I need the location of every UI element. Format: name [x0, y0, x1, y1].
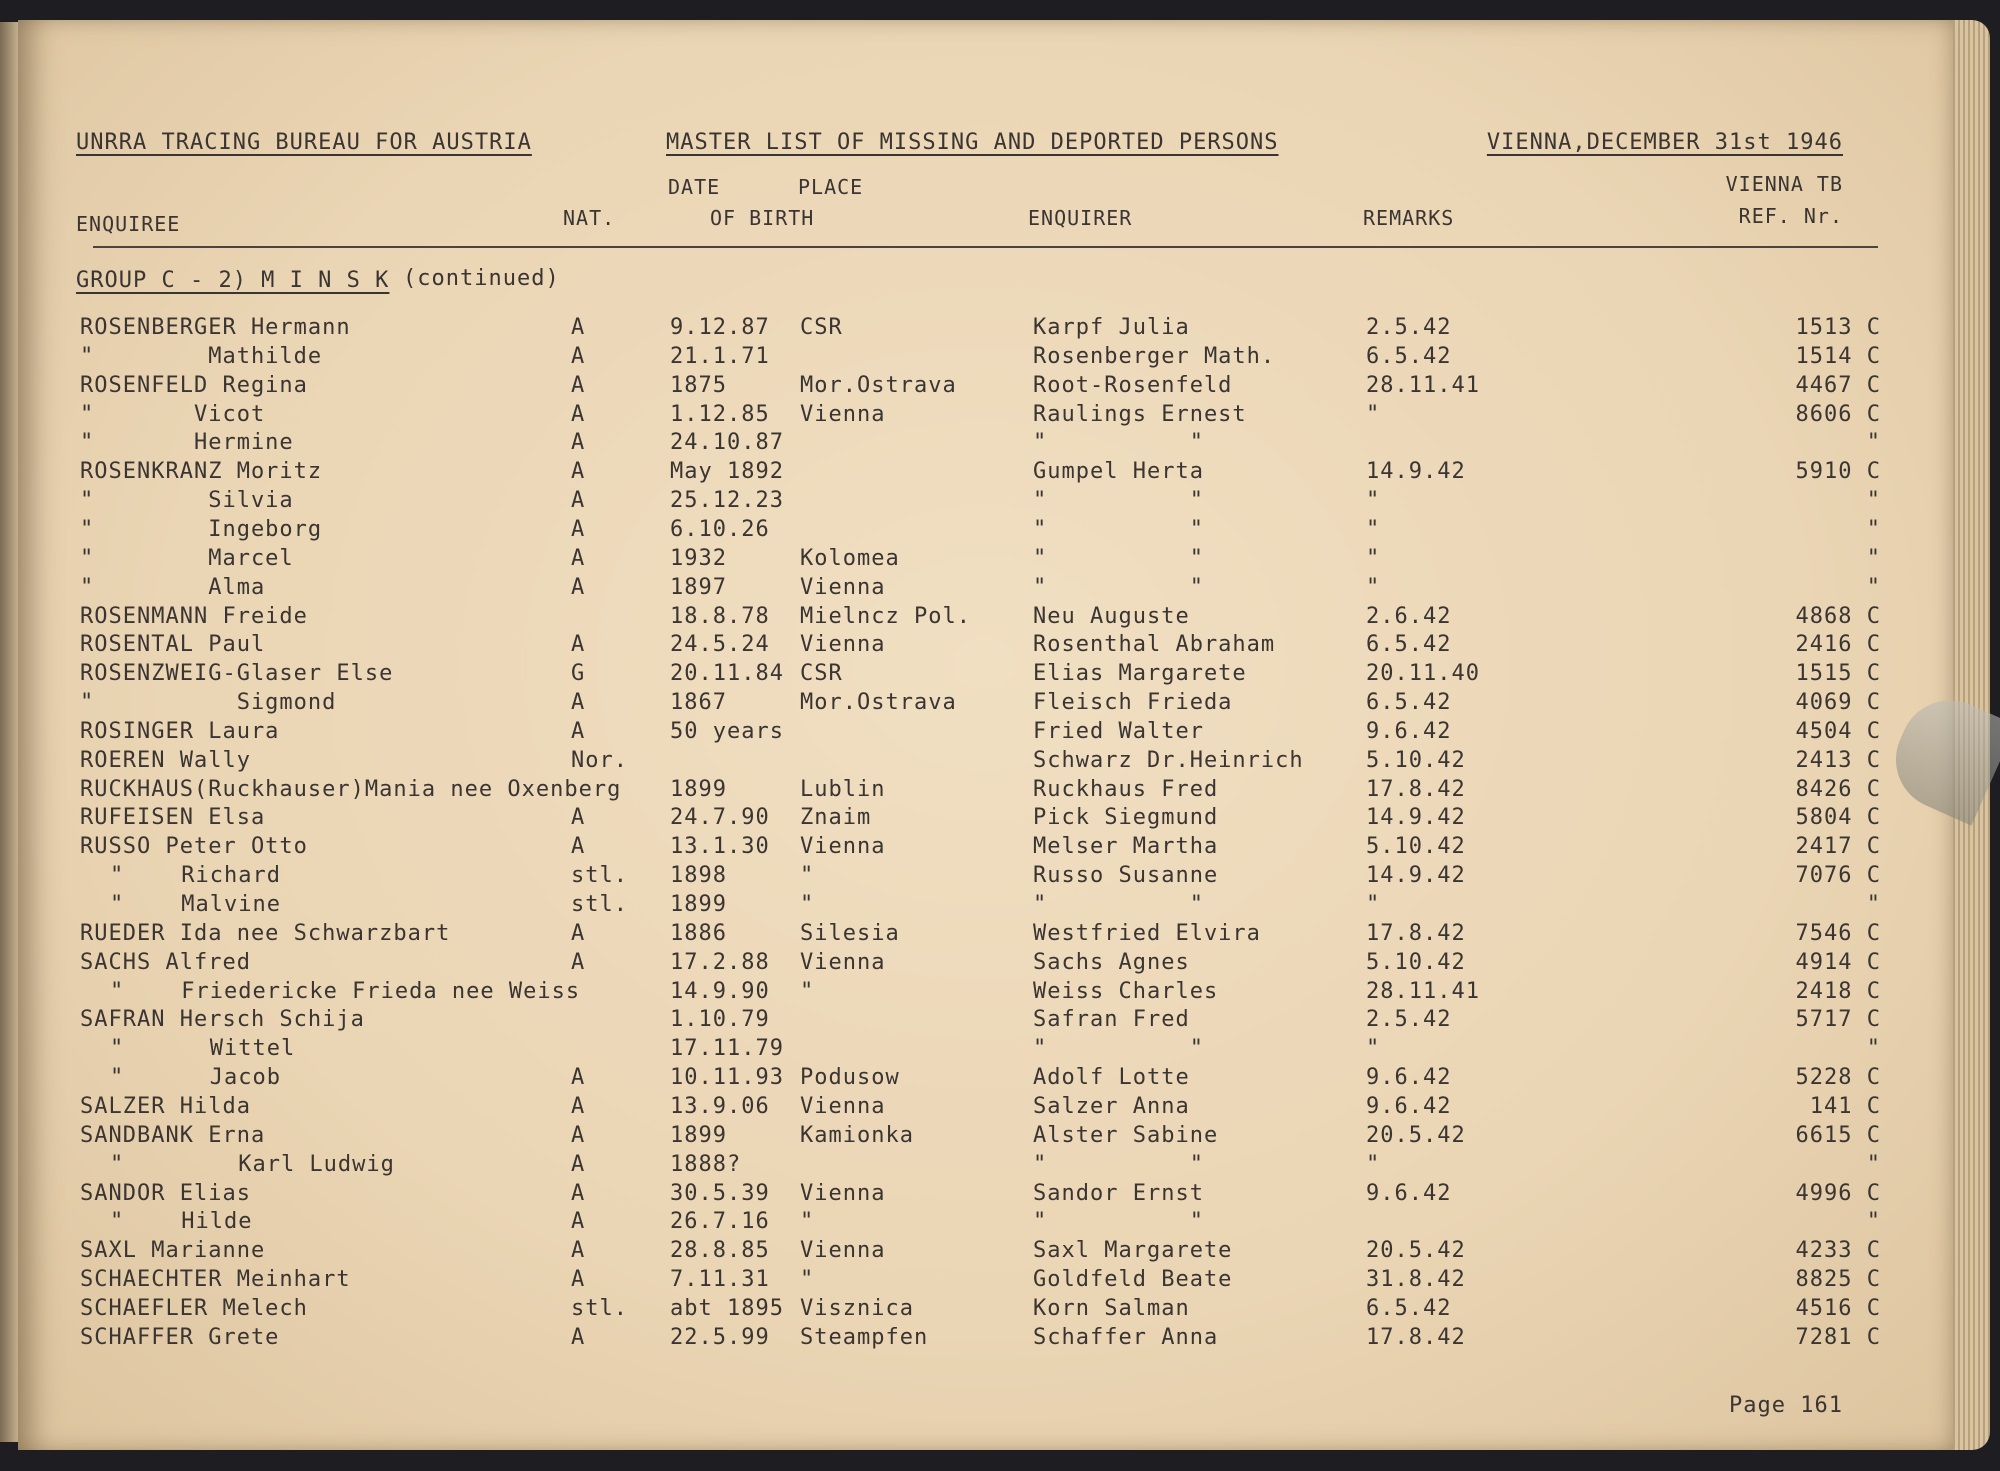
nationality: A	[571, 690, 586, 716]
table-row	[18, 1152, 1953, 1181]
remarks: "	[1366, 401, 1381, 427]
remarks: 31.8.42	[1366, 1267, 1466, 1293]
enquirer-name: Alster Sabine	[1033, 1122, 1219, 1148]
remarks: 6.5.42	[1366, 632, 1452, 658]
date-of-birth: 20.11.84	[670, 661, 784, 687]
place-of-birth: Vienna	[800, 632, 886, 658]
reference-number: 4868 C	[1795, 603, 1881, 629]
reference-number: 2413 C	[1795, 747, 1881, 773]
table-row	[18, 1065, 1953, 1094]
enquiree-name: " Sigmond	[80, 690, 337, 716]
nationality: A	[571, 1093, 586, 1119]
date-of-birth: 1.12.85	[670, 401, 770, 427]
place-of-birth: Vienna	[800, 949, 886, 975]
enquirer-name: Ruckhaus Fred	[1033, 776, 1219, 802]
col-of-birth: OF BIRTH	[710, 206, 815, 230]
nationality: A	[571, 1151, 586, 1177]
date-of-birth: 24.7.90	[670, 805, 770, 831]
date-of-birth: 17.2.88	[670, 949, 770, 975]
date-of-birth: 50 years	[670, 718, 784, 744]
nationality: A	[571, 834, 586, 860]
enquirer-name: Raulings Ernest	[1033, 401, 1247, 427]
reference-number: 5910 C	[1795, 459, 1881, 485]
reference-number: 141 C	[1809, 1093, 1881, 1119]
remarks: 28.11.41	[1366, 372, 1480, 398]
table-row	[18, 604, 1953, 633]
table-row	[18, 1325, 1953, 1354]
place-of-birth: Vienna	[800, 574, 886, 600]
remarks: "	[1366, 545, 1381, 571]
table-row	[18, 979, 1953, 1008]
enquirer-name: Karpf Julia	[1033, 315, 1190, 340]
date-of-birth: 24.5.24	[670, 632, 770, 658]
header-title: MASTER LIST OF MISSING AND DEPORTED PERSONS	[666, 130, 1279, 155]
nationality: A	[571, 718, 586, 744]
date-of-birth: 1899	[670, 1122, 727, 1148]
nationality: A	[571, 1238, 586, 1264]
enquiree-name: " Marcel	[80, 545, 294, 571]
table-row	[18, 488, 1953, 517]
enquiree-name: ROSENBERGER Hermann	[80, 315, 351, 340]
enquiree-name: " Wittel	[110, 1036, 296, 1062]
remarks: 5.10.42	[1366, 834, 1466, 860]
table-row	[18, 402, 1953, 431]
nationality: A	[571, 1324, 586, 1350]
enquiree-name: RUSSO Peter Otto	[80, 834, 308, 860]
enquiree-name: ROSENMANN Freide	[80, 603, 308, 629]
remarks: "	[1366, 892, 1381, 917]
date-of-birth: 1899	[670, 776, 727, 802]
reference-number: "	[1866, 488, 1881, 514]
remarks: "	[1366, 516, 1381, 542]
date-of-birth: 1886	[670, 920, 727, 946]
enquiree-name: " Hermine	[80, 430, 294, 456]
reference-number: 7281 C	[1795, 1324, 1881, 1350]
place-of-birth: Znaim	[800, 805, 872, 831]
remarks: 6.5.42	[1366, 343, 1452, 369]
remarks: 2.5.42	[1366, 315, 1452, 340]
table-row	[18, 661, 1953, 690]
place-of-birth: "	[800, 1209, 815, 1235]
enquiree-name: ROSENZWEIG-Glaser Else	[80, 661, 394, 687]
remarks: 9.6.42	[1366, 1093, 1452, 1119]
remarks: 20.5.42	[1366, 1122, 1466, 1148]
date-of-birth: 17.11.79	[670, 1036, 784, 1062]
date-of-birth: 1898	[670, 863, 727, 889]
table-row	[18, 517, 1953, 546]
date-of-birth: 13.9.06	[670, 1093, 770, 1119]
remarks: 14.9.42	[1366, 863, 1466, 889]
date-of-birth: 1897	[670, 574, 727, 600]
remarks: 20.5.42	[1366, 1238, 1466, 1264]
enquirer-name: Sachs Agnes	[1033, 949, 1190, 975]
enquirer-name: " "	[1033, 574, 1204, 600]
date-of-birth: 24.10.87	[670, 430, 784, 456]
nationality: stl.	[571, 1295, 628, 1321]
nationality: A	[571, 1267, 586, 1293]
date-of-birth: 1899	[670, 892, 727, 917]
remarks: "	[1366, 1036, 1381, 1062]
place-of-birth: Vienna	[800, 401, 886, 427]
remarks: 5.10.42	[1366, 747, 1466, 773]
enquirer-name: " "	[1033, 1209, 1204, 1235]
reference-number: 8825 C	[1795, 1267, 1881, 1293]
nationality: Nor.	[571, 747, 628, 773]
place-of-birth: Vienna	[800, 1238, 886, 1264]
reference-number: 5228 C	[1795, 1065, 1881, 1091]
reference-number: "	[1866, 1151, 1881, 1177]
nationality: A	[571, 488, 586, 514]
place-of-birth: Lublin	[800, 776, 886, 802]
enquiree-name: " Friedericke Frieda nee Weiss	[110, 978, 581, 1004]
enquirer-name: Rosenberger Math.	[1033, 343, 1276, 369]
table-row	[18, 344, 1953, 373]
table-row	[18, 950, 1953, 979]
enquiree-name: RUFEISEN Elsa	[80, 805, 266, 831]
enquirer-name: Weiss Charles	[1033, 978, 1219, 1004]
nationality: A	[571, 632, 586, 658]
place-of-birth: "	[800, 863, 815, 889]
col-ref-label-top: VIENNA TB	[1725, 172, 1843, 196]
table-row	[18, 892, 1953, 921]
table-row	[18, 1267, 1953, 1296]
header-date: VIENNA,DECEMBER 31st 1946	[1486, 130, 1843, 155]
enquirer-name: " "	[1033, 1036, 1204, 1062]
enquiree-name: " Karl Ludwig	[110, 1151, 395, 1177]
enquirer-name: " "	[1033, 516, 1204, 542]
reference-number: 4914 C	[1795, 949, 1881, 975]
enquirer-name: Salzer Anna	[1033, 1093, 1190, 1119]
table-row	[18, 315, 1953, 344]
enquiree-name: ROSENTAL Paul	[80, 632, 266, 658]
date-of-birth: 10.11.93	[670, 1065, 784, 1091]
enquirer-name: Fried Walter	[1033, 718, 1204, 744]
enquiree-name: ROEREN Wally	[80, 747, 251, 773]
remarks: 9.6.42	[1366, 718, 1452, 744]
enquiree-name: " Jacob	[110, 1065, 281, 1091]
nationality: A	[571, 343, 586, 369]
reference-number: 4996 C	[1795, 1180, 1881, 1206]
date-of-birth: 18.8.78	[670, 603, 770, 629]
enquirer-name: " "	[1033, 488, 1204, 514]
nationality: A	[571, 805, 586, 831]
place-of-birth: Mor.Ostrava	[800, 372, 957, 398]
remarks: "	[1366, 488, 1381, 514]
table-row	[18, 1123, 1953, 1152]
col-remarks: REMARKS	[1363, 206, 1455, 230]
date-of-birth: 1.10.79	[670, 1007, 770, 1033]
reference-number: 2418 C	[1795, 978, 1881, 1004]
enquirer-name: Neu Auguste	[1033, 603, 1190, 629]
enquiree-name: SACHS Alfred	[80, 949, 251, 975]
table-row	[18, 921, 1953, 950]
enquirer-name: Gumpel Herta	[1033, 459, 1204, 485]
reference-number: "	[1866, 1209, 1881, 1235]
remarks: 20.11.40	[1366, 661, 1480, 687]
nationality: A	[571, 920, 586, 946]
reference-number: 2416 C	[1795, 632, 1881, 658]
nationality: A	[571, 574, 586, 600]
remarks: "	[1366, 574, 1381, 600]
table-row	[18, 1209, 1953, 1238]
table-row	[18, 834, 1953, 863]
date-of-birth: 7.11.31	[670, 1267, 770, 1293]
nationality: A	[571, 1065, 586, 1091]
enquirer-name: " "	[1033, 545, 1204, 571]
remarks: 17.8.42	[1366, 920, 1466, 946]
page-number: Page 161	[1729, 1393, 1843, 1418]
header-bureau: UNRRA TRACING BUREAU FOR AUSTRIA	[76, 130, 532, 155]
reference-number: 5804 C	[1795, 805, 1881, 831]
nationality: A	[571, 949, 586, 975]
date-of-birth: 1932	[670, 545, 727, 571]
col-enquirer: ENQUIRER	[1028, 206, 1133, 230]
enquiree-name: SANDBANK Erna	[80, 1122, 266, 1148]
table-row	[18, 690, 1953, 719]
table-row	[18, 632, 1953, 661]
remarks: 2.5.42	[1366, 1007, 1452, 1033]
enquiree-name: RUCKHAUS(Ruckhauser)Mania nee Oxenberg	[80, 776, 622, 802]
date-of-birth: 14.9.90	[670, 978, 770, 1004]
table-row	[18, 575, 1953, 604]
table-row	[18, 719, 1953, 748]
place-of-birth: Kolomea	[800, 545, 900, 571]
nationality: A	[571, 1180, 586, 1206]
reference-number: 6615 C	[1795, 1122, 1881, 1148]
reference-number: "	[1866, 545, 1881, 571]
enquiree-name: SAXL Marianne	[80, 1238, 266, 1264]
place-of-birth: CSR	[800, 315, 843, 340]
col-nat: NAT.	[563, 206, 616, 230]
table-row	[18, 805, 1953, 834]
remarks: 28.11.41	[1366, 978, 1480, 1004]
enquiree-name: " Mathilde	[80, 343, 323, 369]
date-of-birth: 13.1.30	[670, 834, 770, 860]
table-row	[18, 1036, 1953, 1065]
place-of-birth: Kamionka	[800, 1122, 914, 1148]
enquirer-name: Westfried Elvira	[1033, 920, 1261, 946]
enquirer-name: Root-Rosenfeld	[1033, 372, 1233, 398]
reference-number: "	[1866, 1036, 1881, 1062]
place-of-birth: Visznica	[800, 1295, 914, 1321]
date-of-birth: 1888?	[670, 1151, 742, 1177]
nationality: A	[571, 459, 586, 485]
enquirer-name: " "	[1033, 892, 1204, 917]
remarks: "	[1366, 1151, 1381, 1177]
enquirer-name: Schaffer Anna	[1033, 1324, 1219, 1350]
table-row	[18, 459, 1953, 488]
col-ref-label: REF. Nr.	[1738, 204, 1843, 228]
table-row	[18, 1296, 1953, 1325]
reference-number: 1514 C	[1795, 343, 1881, 369]
enquiree-name: " Malvine	[110, 892, 281, 917]
table-row	[18, 1238, 1953, 1267]
enquirer-name: Adolf Lotte	[1033, 1065, 1190, 1091]
reference-number: 4467 C	[1795, 372, 1881, 398]
reference-number: 8606 C	[1795, 401, 1881, 427]
place-of-birth: "	[800, 1267, 815, 1293]
table-row	[18, 1007, 1953, 1036]
nationality: A	[571, 1122, 586, 1148]
enquiree-name: SCHAEFLER Melech	[80, 1295, 308, 1321]
enquiree-name: " Richard	[110, 863, 281, 889]
enquiree-name: SAFRAN Hersch Schija	[80, 1007, 365, 1033]
nationality: G	[571, 661, 586, 687]
place-of-birth: Podusow	[800, 1065, 900, 1091]
date-of-birth: 28.8.85	[670, 1238, 770, 1264]
reference-number: "	[1866, 430, 1881, 456]
place-of-birth: "	[800, 978, 815, 1004]
remarks: 5.10.42	[1366, 949, 1466, 975]
reference-number: 4504 C	[1795, 718, 1881, 744]
reference-number: "	[1866, 892, 1881, 917]
remarks: 17.8.42	[1366, 1324, 1466, 1350]
remarks: 9.6.42	[1366, 1180, 1452, 1206]
table-row	[18, 863, 1953, 892]
enquirer-name: " "	[1033, 1151, 1204, 1177]
enquiree-name: SALZER Hilda	[80, 1093, 251, 1119]
place-of-birth: Mor.Ostrava	[800, 690, 957, 716]
nationality: stl.	[571, 863, 628, 889]
date-of-birth: 1875	[670, 372, 727, 398]
reference-number: 4516 C	[1795, 1295, 1881, 1321]
reference-number: 5717 C	[1795, 1007, 1881, 1033]
table-row	[18, 1094, 1953, 1123]
place-of-birth: "	[800, 892, 815, 917]
enquiree-name: " Silvia	[80, 488, 294, 514]
col-enquiree: ENQUIREE	[76, 212, 181, 236]
nationality: A	[571, 430, 586, 456]
enquiree-name: " Hilde	[110, 1209, 253, 1235]
place-of-birth: Vienna	[800, 834, 886, 860]
enquirer-name: Safran Fred	[1033, 1007, 1190, 1033]
date-of-birth: 25.12.23	[670, 488, 784, 514]
date-of-birth: 1867	[670, 690, 727, 716]
date-of-birth: 26.7.16	[670, 1209, 770, 1235]
table-row	[18, 373, 1953, 402]
enquiree-name: ROSINGER Laura	[80, 718, 280, 744]
date-of-birth: 6.10.26	[670, 516, 770, 542]
place-of-birth: Steampfen	[800, 1324, 929, 1350]
enquirer-name: " "	[1033, 430, 1204, 456]
remarks: 14.9.42	[1366, 805, 1466, 831]
table-row	[18, 546, 1953, 575]
enquiree-name: " Vicot	[80, 401, 266, 427]
enquirer-name: Russo Susanne	[1033, 863, 1219, 889]
enquiree-name: SANDOR Elias	[80, 1180, 251, 1206]
table-row	[18, 430, 1953, 459]
date-of-birth: abt 1895	[670, 1295, 784, 1321]
enquirer-name: Saxl Margarete	[1033, 1238, 1233, 1264]
enquiree-name: ROSENKRANZ Moritz	[80, 459, 323, 485]
enquirer-name: Korn Salman	[1033, 1295, 1190, 1321]
reference-number: 1515 C	[1795, 661, 1881, 687]
nationality: A	[571, 545, 586, 571]
date-of-birth: 21.1.71	[670, 343, 770, 369]
reference-number: 4069 C	[1795, 690, 1881, 716]
ledger-page	[18, 20, 1953, 1450]
enquiree-name: " Ingeborg	[80, 516, 323, 542]
table-row	[18, 777, 1953, 806]
remarks: 6.5.42	[1366, 690, 1452, 716]
enquirer-name: Elias Margarete	[1033, 661, 1247, 687]
col-place-label: PLACE	[798, 175, 864, 199]
col-date-label: DATE	[668, 175, 721, 199]
date-of-birth: May 1892	[670, 459, 784, 485]
reference-number: 4233 C	[1795, 1238, 1881, 1264]
place-of-birth: CSR	[800, 661, 843, 687]
remarks: 14.9.42	[1366, 459, 1466, 485]
reference-number: 8426 C	[1795, 776, 1881, 802]
remarks: 2.6.42	[1366, 603, 1452, 629]
enquirer-name: Sandor Ernst	[1033, 1180, 1204, 1206]
reference-number: "	[1866, 574, 1881, 600]
enquiree-name: SCHAFFER Grete	[80, 1324, 280, 1350]
enquirer-name: Pick Siegmund	[1033, 805, 1219, 831]
enquiree-name: ROSENFELD Regina	[80, 372, 308, 398]
table-row	[18, 1181, 1953, 1210]
enquiree-name: SCHAECHTER Meinhart	[80, 1267, 351, 1293]
place-of-birth: Mielncz Pol.	[800, 603, 971, 629]
enquiree-name: RUEDER Ida nee Schwarzbart	[80, 920, 451, 946]
place-of-birth: Silesia	[800, 920, 900, 946]
enquirer-name: Goldfeld Beate	[1033, 1267, 1233, 1293]
reference-number: 2417 C	[1795, 834, 1881, 860]
reference-number: 7546 C	[1795, 920, 1881, 946]
nationality: A	[571, 401, 586, 427]
reference-number: 1513 C	[1795, 315, 1881, 340]
header-rule	[93, 246, 1878, 248]
reference-number: "	[1866, 516, 1881, 542]
place-of-birth: Vienna	[800, 1180, 886, 1206]
nationality: A	[571, 315, 586, 340]
nationality: A	[571, 372, 586, 398]
date-of-birth: 22.5.99	[670, 1324, 770, 1350]
enquirer-name: Fleisch Frieda	[1033, 690, 1233, 716]
reference-number: 7076 C	[1795, 863, 1881, 889]
date-of-birth: 9.12.87	[670, 315, 770, 340]
nationality: A	[571, 516, 586, 542]
enquiree-name: " Alma	[80, 574, 266, 600]
nationality: stl.	[571, 892, 628, 917]
enquirer-name: Rosenthal Abraham	[1033, 632, 1276, 658]
group-continued: (continued)	[403, 266, 560, 291]
enquirer-name: Schwarz Dr.Heinrich	[1033, 747, 1304, 773]
remarks: 9.6.42	[1366, 1065, 1452, 1091]
group-label: GROUP C - 2) M I N S K	[76, 268, 390, 293]
place-of-birth: Vienna	[800, 1093, 886, 1119]
nationality: A	[571, 1209, 586, 1235]
enquirer-name: Melser Martha	[1033, 834, 1219, 860]
remarks: 17.8.42	[1366, 776, 1466, 802]
date-of-birth: 30.5.39	[670, 1180, 770, 1206]
remarks: 6.5.42	[1366, 1295, 1452, 1321]
table-row	[18, 748, 1953, 777]
